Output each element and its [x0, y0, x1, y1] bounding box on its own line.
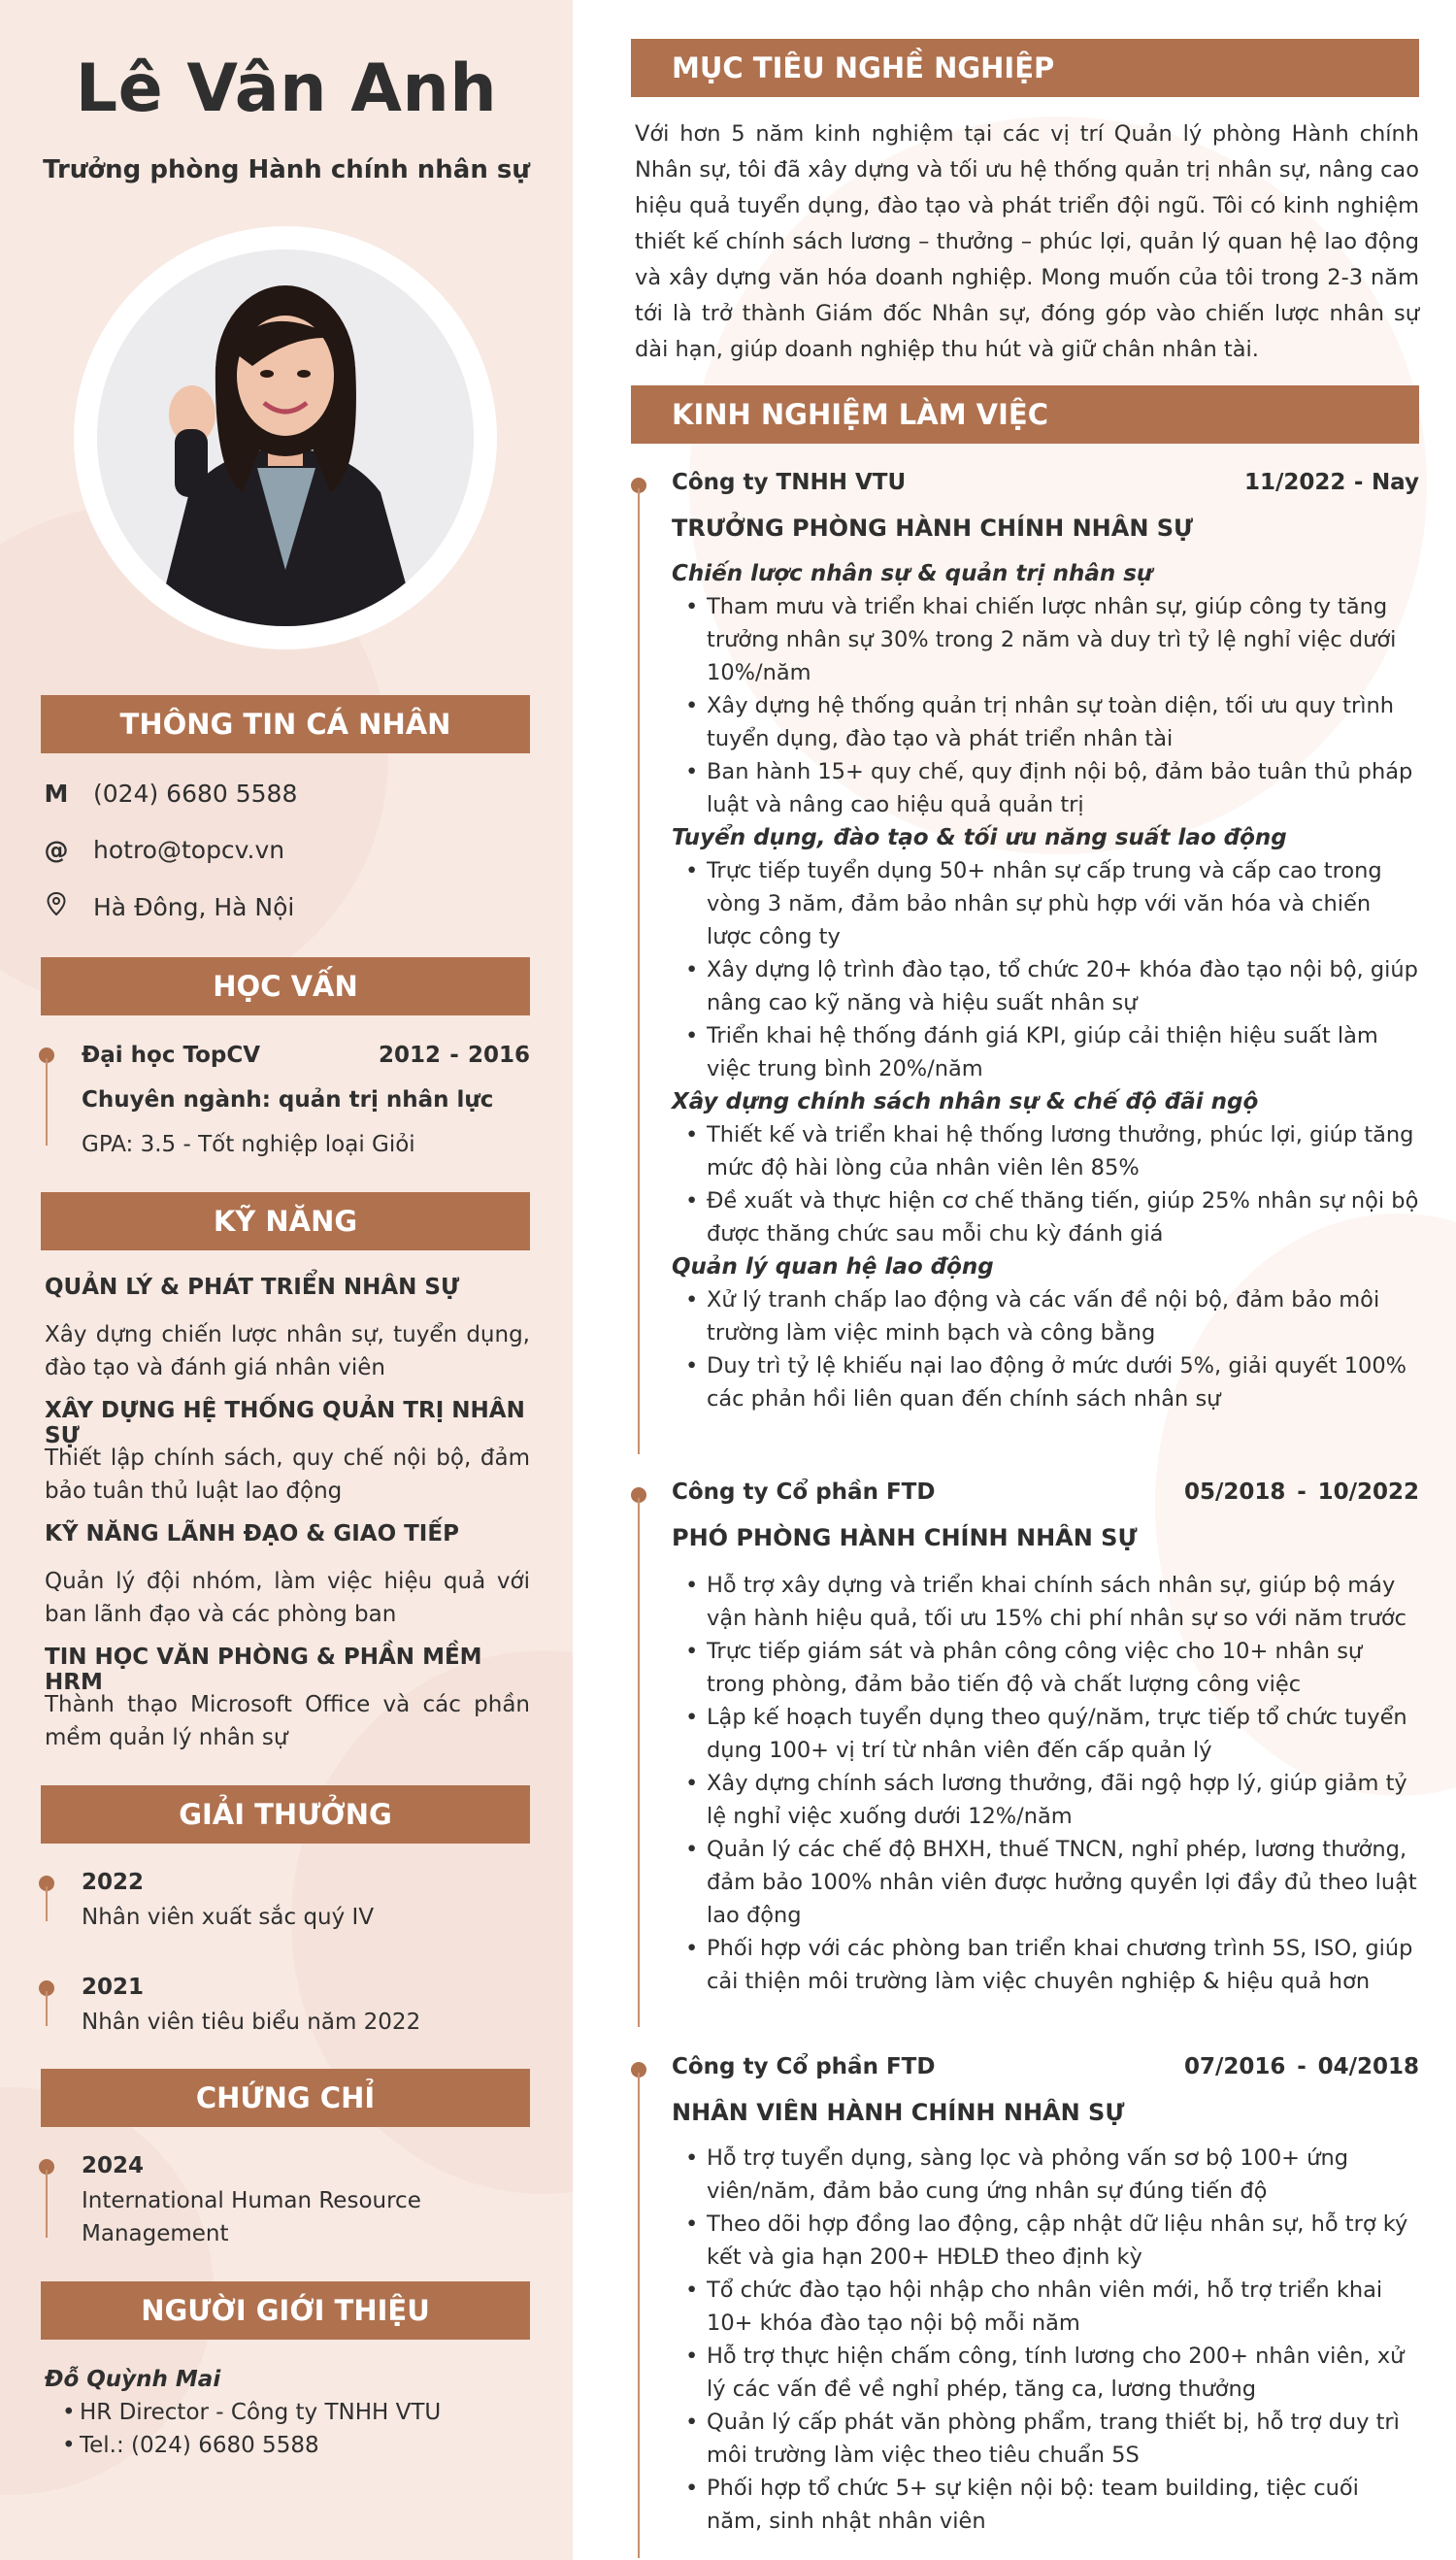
objective-heading: MỤC TIÊU NGHỀ NGHIỆP: [631, 39, 1419, 97]
certificate-name-line2: Management: [82, 2221, 229, 2246]
education-major: Chuyên ngành: quản trị nhân lực: [82, 1087, 494, 1113]
bullet-list: [672, 854, 1419, 1085]
email-icon: @: [44, 836, 69, 864]
job-details: [672, 2142, 1419, 2538]
job-details: [672, 1569, 1419, 1998]
list-item: • HR Director - Công ty TNHH VTU: [45, 2396, 530, 2429]
list-item: • Duy trì tỷ lệ khiếu nại lao động ở mức dưới 5%, giải quyết 100% các phản hồi liên quan đến chính sách nhân sự: [672, 1349, 1419, 1415]
award-name: Nhân viên tiêu biểu năm 2022: [82, 2010, 421, 2035]
list-item: • Hỗ trợ thực hiện chấm công, tính lương cho 200+ nhân viên, xử lý các vấn đề về nghỉ phép, tăng ca, lương thưởng: [672, 2340, 1419, 2406]
list-item: • Hỗ trợ tuyển dụng, sàng lọc và phỏng vấn sơ bộ 100+ ứng viên/năm, đảm bảo cung ứng nhân sự đúng tiến độ: [672, 2142, 1419, 2208]
list-item: • Trực tiếp tuyển dụng 50+ nhân sự cấp trung và cấp cao trong vòng 3 năm, đảm bảo nhân sự phù hợp với văn hóa và chiến lược công ty: [672, 854, 1419, 953]
reference-details: [45, 2396, 530, 2462]
avatar-portrait: [97, 249, 474, 626]
address-value: Hà Đông, Hà Nội: [93, 892, 295, 921]
job-header: [672, 470, 1419, 495]
list-item: • Xây dựng lộ trình đào tạo, tổ chức 20+ khóa đào tạo nội bộ, giúp nâng cao kỹ năng và hiệu suất nhân sự: [672, 953, 1419, 1019]
list-item: • Phối hợp tổ chức 5+ sự kiện nội bộ: team building, tiệc cuối năm, sinh nhật nhân viên: [672, 2472, 1419, 2538]
personal-info-heading: THÔNG TIN CÁ NHÂN: [41, 695, 530, 753]
skill-name: QUẢN LÝ & PHÁT TRIỂN NHÂN SỰ: [45, 1275, 460, 1300]
timeline-line: [638, 488, 640, 1454]
job-category: Tuyển dụng, đào tạo & tối ưu năng suất lao động: [672, 825, 1287, 850]
education-period: 2012 - 2016: [379, 1043, 530, 1068]
list-item: • Trực tiếp giám sát và phân công công việc cho 10+ nhân sự trong phòng, đảm bảo tiến độ và chất lượng công việc: [672, 1635, 1419, 1701]
job-company: Công ty TNHH VTU: [672, 470, 907, 495]
job-role: TRƯỞNG PHÒNG HÀNH CHÍNH NHÂN SỰ: [672, 515, 1194, 542]
list-item: • Lập kế hoạch tuyển dụng theo quý/năm, trực tiếp tổ chức tuyển dụng 100+ vị trí từ nhân viên đến cấp quản lý: [672, 1701, 1419, 1767]
list-item: • Thiết kế và triển khai hệ thống lương thưởng, phúc lợi, giúp tăng mức độ hài lòng của nhân viên lên 85%: [672, 1118, 1419, 1184]
skill-name: KỸ NĂNG LÃNH ĐẠO & GIAO TIẾP: [45, 1521, 459, 1546]
list-item: • Xử lý tranh chấp lao động và các vấn đề nội bộ, đảm bảo môi trường làm việc minh bạch và công bằng: [672, 1283, 1419, 1349]
award-year: 2022: [82, 1870, 145, 1895]
job-period: 07/2016 - 04/2018: [1184, 2054, 1419, 2079]
list-item: • Xây dựng hệ thống quản trị nhân sự toàn diện, tối ưu quy trình tuyển dụng, đào tạo và phát triển nhân tài: [672, 689, 1419, 755]
bullet-list: [672, 1569, 1419, 1998]
job-category: Xây dựng chính sách nhân sự & chế độ đãi ngộ: [672, 1089, 1259, 1114]
bullet-list: [672, 1283, 1419, 1415]
bullet-list: [672, 2142, 1419, 2538]
experience-heading: KINH NGHIỆM LÀM VIỆC: [631, 385, 1419, 444]
skill-desc: Xây dựng chiến lược nhân sự, tuyển dụng, đào tạo và đánh giá nhân viên: [45, 1322, 530, 1380]
skill-name: XÂY DỰNG HỆ THỐNG QUẢN TRỊ NHÂN SỰ: [45, 1398, 525, 1448]
email-value: hotro@topcv.vn: [93, 836, 285, 864]
timeline-line: [46, 1991, 48, 2026]
list-item: • Tham mưu và triển khai chiến lược nhân sự, giúp công ty tăng trưởng nhân sự 30% trong 2 năm và duy trì tỷ lệ nghỉ việc dưới 10%/năm: [672, 590, 1419, 689]
certificates-heading: CHỨNG CHỈ: [41, 2069, 530, 2127]
certificate-name-line1: International Human Resource: [82, 2188, 421, 2213]
list-item: • Triển khai hệ thống đánh giá KPI, giúp cải thiện hiệu suất làm việc trung bình 20%/năm: [672, 1019, 1419, 1085]
location-pin-icon: [41, 892, 72, 921]
job-header: [672, 2054, 1419, 2079]
list-item: • Tổ chức đào tạo hội nhập cho nhân viên mới, hỗ trợ triển khai 10+ khóa đào tạo nội bộ mỗi năm: [672, 2274, 1419, 2340]
education-school: Đại học TopCV: [82, 1043, 261, 1068]
timeline-line: [46, 1058, 48, 1146]
contact-email: [41, 836, 284, 864]
education-gpa: GPA: 3.5 - Tốt nghiệp loại Giỏi: [82, 1132, 415, 1157]
job-role: NHÂN VIÊN HÀNH CHÍNH NHÂN SỰ: [672, 2099, 1125, 2126]
job-category: Chiến lược nhân sự & quản trị nhân sự: [672, 561, 1153, 586]
list-item: • Theo dõi hợp đồng lao động, cập nhật dữ liệu nhân sự, hỗ trợ ký kết và gia hạn 200+ HĐLĐ theo định kỳ: [672, 2208, 1419, 2274]
job-period: 11/2022 - Nay: [1244, 470, 1419, 495]
awards-heading: GIẢI THƯỞNG: [41, 1785, 530, 1844]
contact-phone: [41, 780, 297, 808]
job-category: Quản lý quan hệ lao động: [672, 1254, 994, 1280]
timeline-line: [46, 2170, 48, 2238]
list-item: • Tel.: (024) 6680 5588: [45, 2429, 530, 2462]
contact-address: [41, 892, 294, 921]
phone-value: (024) 6680 5588: [93, 780, 298, 808]
education-heading: HỌC VẤN: [41, 957, 530, 1015]
list-item: • Phối hợp với các phòng ban triển khai chương trình 5S, ISO, giúp cải thiện môi trường làm việc chuyên nghiệp & hiệu quả hơn: [672, 1932, 1419, 1998]
list-item: • Quản lý cấp phát văn phòng phẩm, trang thiết bị, hỗ trợ duy trì môi trường làm việc theo tiêu chuẩn 5S: [672, 2406, 1419, 2472]
job-details: [672, 557, 1419, 1415]
objective-text: Với hơn 5 năm kinh nghiệm tại các vị trí Quản lý phòng Hành chính Nhân sự, tôi đã xây dựng và tối ưu hệ thống quản trị nhân sự, nâng cao hiệu quả tuyển dụng, đào tạo và phát triển đội ngũ. Tôi có kinh nghiệm thiết kế chính sách lương – thưởng – phúc lợi, quản lý quan hệ lao động và xây dựng văn hóa doanh nghiệp. Mong muốn của tôi trong 2-3 năm tới là trở thành Giám đốc Nhân sự, đóng góp vào chiến lược nhân sự dài hạn, giúp doanh nghiệp thu hút và giữ chân nhân tài.: [635, 121, 1419, 362]
skill-desc: Thiết lập chính sách, quy chế nội bộ, đảm bảo tuân thủ luật lao động: [45, 1446, 530, 1504]
skills-heading: KỸ NĂNG: [41, 1192, 530, 1250]
list-item: • Đề xuất và thực hiện cơ chế thăng tiến, giúp 25% nhân sự nội bộ được thăng chức sau mỗi chu kỳ đánh giá: [672, 1184, 1419, 1250]
phone-icon: M: [44, 780, 69, 808]
reference-name: Đỗ Quỳnh Mai: [45, 2367, 221, 2392]
award-name: Nhân viên xuất sắc quý IV: [82, 1905, 375, 1930]
job-company: Công ty Cổ phần FTD: [672, 1479, 936, 1505]
bullet-list: [672, 1118, 1419, 1250]
skill-name: TIN HỌC VĂN PHÒNG & PHẦN MỀM HRM: [45, 1645, 482, 1695]
candidate-name: Lê Vân Anh: [75, 50, 498, 127]
job-role: PHÓ PHÒNG HÀNH CHÍNH NHÂN SỰ: [672, 1524, 1138, 1551]
timeline-line: [638, 2073, 640, 2558]
timeline-line: [46, 1886, 48, 1921]
avatar: [97, 249, 474, 626]
award-year: 2021: [82, 1975, 145, 2000]
job-header: [672, 1479, 1419, 1505]
list-item: • Quản lý các chế độ BHXH, thuế TNCN, nghỉ phép, lương thưởng, đảm bảo 100% nhân viên được hưởng quyền lợi đầy đủ theo luật lao động: [672, 1833, 1419, 1932]
job-company: Công ty Cổ phần FTD: [672, 2054, 936, 2079]
list-item: • Xây dựng chính sách lương thưởng, đãi ngộ hợp lý, giúp giảm tỷ lệ nghỉ việc xuống dưới 12%/năm: [672, 1767, 1419, 1833]
skill-desc: Quản lý đội nhóm, làm việc hiệu quả với ban lãnh đạo và các phòng ban: [45, 1569, 530, 1627]
bullet-list: [672, 590, 1419, 821]
timeline-line: [638, 1498, 640, 2027]
references-heading: NGƯỜI GIỚI THIỆU: [41, 2281, 530, 2340]
candidate-title: Trưởng phòng Hành chính nhân sự: [43, 155, 530, 184]
list-item: • Hỗ trợ xây dựng và triển khai chính sách nhân sự, giúp bộ máy vận hành hiệu quả, tối ưu 15% chi phí nhân sự so với năm trước: [672, 1569, 1419, 1635]
certificate-year: 2024: [82, 2153, 145, 2178]
list-item: • Ban hành 15+ quy chế, quy định nội bộ, đảm bảo tuân thủ pháp luật và nâng cao hiệu quả quản trị: [672, 755, 1419, 821]
skill-desc: Thành thạo Microsoft Office và các phần mềm quản lý nhân sự: [45, 1692, 530, 1750]
job-period: 05/2018 - 10/2022: [1184, 1479, 1419, 1505]
